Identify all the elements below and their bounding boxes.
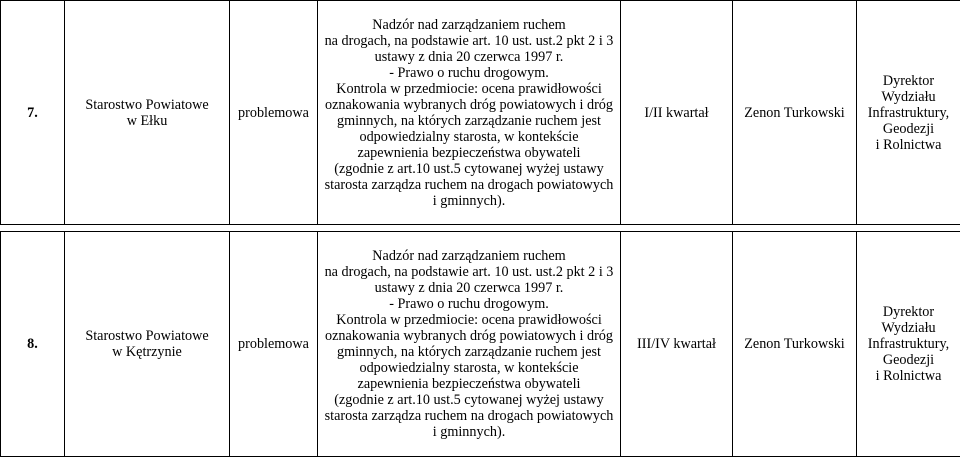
description-line: Nadzór nad zarządzaniem ruchem (372, 248, 566, 264)
description-line: zapewnienia bezpieczeństwa obywateli (357, 376, 581, 392)
position-line: Geodezji (882, 120, 935, 137)
position-line: i Rolnictwa (875, 136, 942, 153)
position-cell (857, 1, 960, 225)
description-line: starosta zarządza ruchem na drogach powiatowych (324, 408, 614, 424)
description-line: ustawy z dnia 20 czerwca 1997 r. (374, 48, 564, 65)
description-line: odpowiedzialny starosta, w kontekście (359, 128, 579, 145)
period-cell: III/IV kwartał (621, 232, 733, 457)
description-cell (318, 232, 621, 457)
table-row (1, 1, 960, 225)
office-cell (65, 232, 230, 457)
position-line: Infrastruktury, (867, 336, 950, 352)
position-line: Wydziału (881, 88, 936, 105)
description-line: i gminnych). (432, 424, 506, 440)
inspection-type: problemowa (230, 1, 318, 225)
inspection-type: problemowa (230, 232, 318, 457)
position-line: Geodezji (882, 352, 935, 368)
row-number: 8. (1, 232, 65, 457)
position-line: Wydziału (881, 320, 936, 336)
description-line: gminnych, na których zarządzanie ruchem jest (337, 112, 601, 129)
description-line: (zgodnie z art.10 ust.5 cytowanej wyżej ustawy (334, 392, 604, 408)
row-spacer (1, 225, 960, 232)
office-cell (65, 1, 230, 225)
period-cell: I/II kwartał (621, 1, 733, 225)
position-cell (857, 232, 960, 457)
description-line: (zgodnie z art.10 ust.5 cytowanej wyżej ustawy (334, 160, 604, 177)
description-line: starosta zarządza ruchem na drogach powiatowych (324, 176, 614, 193)
office-line: w Ełku (126, 112, 168, 129)
office-line: Starostwo Powiatowe (85, 96, 209, 113)
description-line: Nadzór nad zarządzaniem ruchem (372, 16, 566, 33)
description-line: gminnych, na których zarządzanie ruchem jest (337, 344, 601, 360)
office-line: w Kętrzynie (112, 344, 182, 360)
table-row (1, 232, 960, 457)
description-line: na drogach, na podstawie art. 10 ust. ust.2 pkt 2 i 3 (324, 32, 614, 49)
description-line: i gminnych). (432, 192, 506, 209)
spacer-cell (1, 225, 960, 232)
description-line: oznakowania wybranych dróg powiatowych i dróg (324, 328, 613, 344)
office-line: Starostwo Powiatowe (85, 328, 209, 344)
description-line: zapewnienia bezpieczeństwa obywateli (357, 144, 581, 161)
position-line: Dyrektor (882, 72, 935, 89)
person-cell: Zenon Turkowski (733, 232, 857, 457)
description-line: ustawy z dnia 20 czerwca 1997 r. (374, 280, 564, 296)
position-line: i Rolnictwa (875, 368, 942, 384)
description-line: Kontrola w przedmiocie: ocena prawidłowości (336, 80, 602, 97)
description-line: - Prawo o ruchu drogowym. (389, 296, 549, 312)
description-line: - Prawo o ruchu drogowym. (389, 64, 549, 81)
description-line: oznakowania wybranych dróg powiatowych i dróg (324, 96, 613, 113)
position-line: Infrastruktury, (867, 104, 950, 121)
description-line: na drogach, na podstawie art. 10 ust. ust.2 pkt 2 i 3 (324, 264, 614, 280)
description-line: Kontrola w przedmiocie: ocena prawidłowości (336, 312, 602, 328)
description-line: odpowiedzialny starosta, w kontekście (359, 360, 579, 376)
row-number: 7. (1, 1, 65, 225)
position-line: Dyrektor (882, 304, 935, 320)
person-cell: Zenon Turkowski (733, 1, 857, 225)
description-cell (318, 1, 621, 225)
